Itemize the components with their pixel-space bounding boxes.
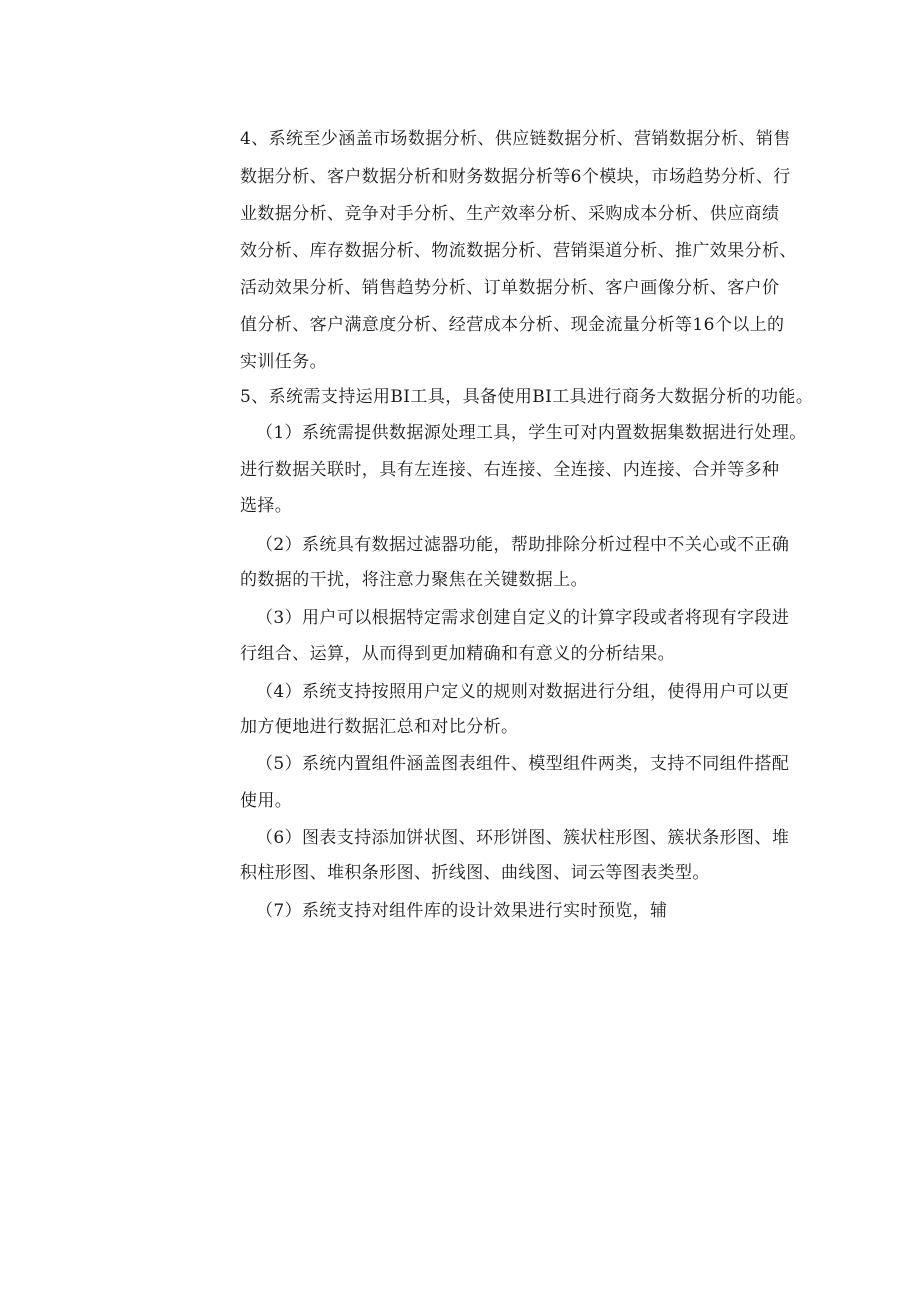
subitem-3-line: 行组合、运算，从而得到更加精确和有意义的分析结果。 xyxy=(240,644,675,664)
subitem-1-line: （1）系统需提供数据源处理工具，学生可对内置数据集数据进行处理。 xyxy=(256,423,807,443)
item4-line: 效分析、库存数据分析、物流数据分析、营销渠道分析、推广效果分析、 xyxy=(240,241,797,261)
item4-line: 活动效果分析、销售趋势分析、订单数据分析、客户画像分析、客户价 xyxy=(240,278,780,298)
subitem-4-line: （4）系统支持按照用户定义的规则对数据进行分组，使得用户可以更 xyxy=(256,682,790,702)
item4-line: 4、系统至少涵盖市场数据分析、供应链数据分析、营销数据分析、销售 xyxy=(240,129,791,149)
item4-line: 值分析、客户满意度分析、经营成本分析、现金流量分析等16个以上的 xyxy=(240,315,785,335)
item4-line: 业数据分析、竞争对手分析、生产效率分析、采购成本分析、供应商绩 xyxy=(240,204,780,224)
subitem-3-line: （3）用户可以根据特定需求创建自定义的计算字段或者将现有字段进 xyxy=(256,608,790,628)
subitem-4-line: 加方便地进行数据汇总和对比分析。 xyxy=(240,717,519,737)
subitem-6-line: 积柱形图、堆积条形图、折线图、曲线图、词云等图表类型。 xyxy=(240,863,710,883)
subitem-6-line: （6）图表支持添加饼状图、环形饼图、簇状柱形图、簇状条形图、堆 xyxy=(256,828,790,848)
subitem-1-line: 进行数据关联时，具有左连接、右连接、全连接、内连接、合并等多种 xyxy=(240,460,780,480)
subitem-2-line: （2）系统具有数据过滤器功能，帮助排除分析过程中不关心或不正确 xyxy=(256,535,790,555)
item4-line: 数据分析、客户数据分析和财务数据分析等6个模块，市场趋势分析、行 xyxy=(240,167,791,187)
item4-line: 实训任务。 xyxy=(240,352,327,372)
subitem-1-line: 选择。 xyxy=(240,496,293,516)
subitem-5-line: 使用。 xyxy=(240,791,293,811)
subitem-2-line: 的数据的干扰，将注意力聚焦在关键数据上。 xyxy=(240,570,588,590)
item5-heading: 5、系统需支持运用BI工具，具备使用BI工具进行商务大数据分析的功能。 xyxy=(240,387,814,407)
subitem-5-line: （5）系统内置组件涵盖图表组件、模型组件两类，支持不同组件搭配 xyxy=(256,754,790,774)
subitem-7-line: （7）系统支持对组件库的设计效果进行实时预览，辅 xyxy=(256,901,668,921)
